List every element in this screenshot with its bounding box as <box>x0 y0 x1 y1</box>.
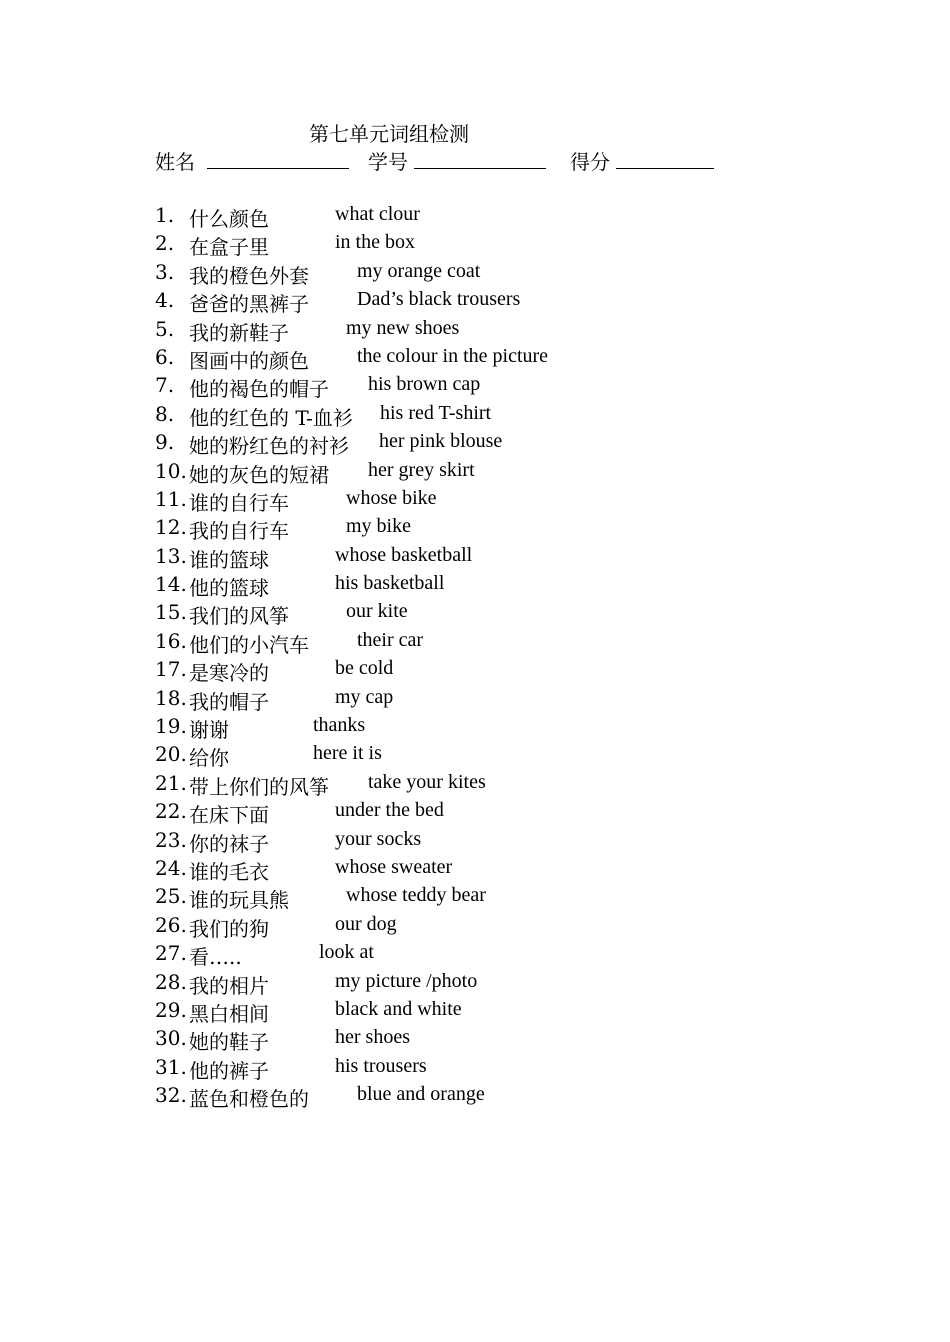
chinese-phrase: 我的帽子 <box>189 689 269 714</box>
chinese-phrase: 他的褐色的帽子 <box>189 377 329 402</box>
chinese-phrase: 她的粉红色的衬衫 <box>189 434 349 459</box>
name-blank <box>207 150 349 169</box>
student-id-blank <box>414 150 546 169</box>
item-number: 32. <box>155 1083 187 1108</box>
english-phrase: black and white <box>335 997 462 1020</box>
chinese-phrase: 他的裤子 <box>189 1058 269 1083</box>
chinese-phrase: 谁的玩具熊 <box>189 888 289 913</box>
english-phrase: your socks <box>335 827 422 850</box>
chinese-phrase: 爸爸的黑裤子 <box>189 292 309 317</box>
item-number: 23. <box>155 827 187 852</box>
student-id-field <box>368 146 546 175</box>
english-phrase: my new shoes <box>346 316 460 339</box>
english-phrase: their car <box>357 628 424 651</box>
chinese-phrase: 他们的小汽车 <box>189 632 309 657</box>
item-number: 24. <box>155 855 187 880</box>
english-phrase: my bike <box>346 515 411 538</box>
english-phrase: thanks <box>313 714 366 737</box>
english-phrase: her pink blouse <box>379 430 503 453</box>
chinese-phrase: 带上你们的风筝 <box>189 774 329 799</box>
english-phrase: his basketball <box>335 572 445 595</box>
english-phrase: whose sweater <box>335 855 453 878</box>
chinese-phrase: 她的鞋子 <box>189 1030 269 1055</box>
chinese-phrase: 看….. <box>189 945 242 970</box>
item-number: 20. <box>155 742 187 767</box>
english-phrase: his red T-shirt <box>380 401 492 424</box>
item-number: 29. <box>155 997 187 1022</box>
chinese-phrase: 谁的篮球 <box>189 547 269 572</box>
english-phrase: here it is <box>313 742 382 765</box>
english-phrase: in the box <box>335 231 415 254</box>
english-phrase: under the bed <box>335 799 444 822</box>
english-phrase: blue and orange <box>357 1083 485 1106</box>
item-number: 10. <box>155 458 187 483</box>
english-phrase: whose bike <box>346 486 437 509</box>
item-number: 1. <box>155 203 175 227</box>
english-phrase: the colour in the picture <box>357 344 549 367</box>
chinese-phrase: 黑白相间 <box>189 1001 269 1026</box>
english-phrase: his brown cap <box>368 373 481 396</box>
chinese-phrase: 我们的风筝 <box>189 604 289 629</box>
chinese-phrase: 我们的狗 <box>189 916 269 941</box>
student-id-label: 学号 <box>368 150 408 174</box>
english-phrase: my cap <box>335 685 394 708</box>
item-number: 21. <box>155 770 187 795</box>
item-number: 25. <box>155 884 187 909</box>
chinese-phrase: 谁的自行车 <box>189 490 289 515</box>
english-phrase: my picture /photo <box>335 969 478 992</box>
score-blank <box>616 150 714 169</box>
english-phrase: look at <box>319 941 374 964</box>
item-number: 8. <box>155 401 175 426</box>
item-number: 14. <box>155 572 187 597</box>
item-number: 12. <box>155 515 187 540</box>
chinese-phrase: 什么颜色 <box>189 207 269 231</box>
english-phrase: take your kites <box>368 770 486 793</box>
item-number: 2. <box>155 231 175 256</box>
english-phrase: what clour <box>335 203 420 225</box>
item-number: 30. <box>155 1026 187 1051</box>
score-label: 得分 <box>570 150 610 174</box>
item-number: 13. <box>155 543 187 568</box>
chinese-phrase: 你的袜子 <box>189 831 269 856</box>
chinese-phrase: 我的新鞋子 <box>189 320 289 345</box>
english-phrase: be cold <box>335 657 394 680</box>
chinese-phrase: 在盒子里 <box>189 235 269 260</box>
score-field <box>570 146 714 175</box>
item-number: 9. <box>155 430 175 455</box>
item-number: 7. <box>155 373 175 398</box>
chinese-phrase: 蓝色和橙色的 <box>189 1087 309 1112</box>
english-phrase: Dad’s black trousers <box>357 288 521 311</box>
chinese-phrase: 是寒冷的 <box>189 661 269 686</box>
chinese-phrase: 谁的毛衣 <box>189 859 269 884</box>
chinese-phrase: 他的篮球 <box>189 576 269 601</box>
item-number: 6. <box>155 344 175 369</box>
name-field <box>155 146 349 175</box>
item-number: 5. <box>155 316 175 341</box>
english-phrase: whose teddy bear <box>346 884 486 907</box>
item-number: 18. <box>155 685 187 710</box>
item-number: 15. <box>155 600 187 625</box>
chinese-phrase: 在床下面 <box>189 803 269 828</box>
item-number: 11. <box>155 486 187 511</box>
item-number: 22. <box>155 799 187 824</box>
item-number: 3. <box>155 259 175 284</box>
english-phrase: our dog <box>335 912 397 935</box>
item-number: 17. <box>155 657 187 682</box>
english-phrase: my orange coat <box>357 259 481 282</box>
chinese-phrase: 他的红色的 T-血衫 <box>189 405 353 430</box>
chinese-phrase: 我的橙色外套 <box>189 263 309 288</box>
english-phrase: her shoes <box>335 1026 410 1049</box>
worksheet-title: 第七单元词组检测 <box>309 122 469 146</box>
item-number: 28. <box>155 969 187 994</box>
item-number: 19. <box>155 714 187 739</box>
item-number: 26. <box>155 912 187 937</box>
english-phrase: whose basketball <box>335 543 473 566</box>
english-phrase: her grey skirt <box>368 458 475 481</box>
english-phrase: our kite <box>346 600 408 623</box>
chinese-phrase: 谢谢 <box>189 718 229 743</box>
item-number: 4. <box>155 288 175 313</box>
item-number: 16. <box>155 628 187 653</box>
english-phrase: his trousers <box>335 1054 427 1077</box>
item-number: 27. <box>155 941 187 966</box>
chinese-phrase: 给你 <box>189 746 229 771</box>
chinese-phrase: 我的相片 <box>189 973 269 998</box>
chinese-phrase: 我的自行车 <box>189 519 289 544</box>
chinese-phrase: 她的灰色的短裙 <box>189 462 329 487</box>
item-number: 31. <box>155 1054 187 1079</box>
name-label: 姓名 <box>155 150 195 174</box>
chinese-phrase: 图画中的颜色 <box>189 348 309 373</box>
